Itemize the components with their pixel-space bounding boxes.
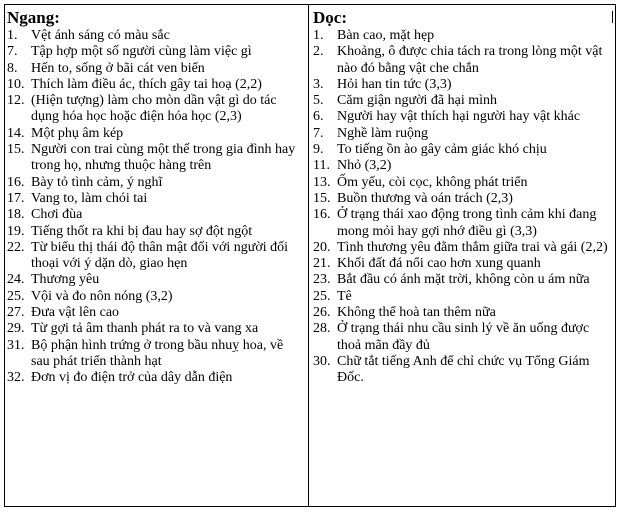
doc-clue	[313, 142, 613, 158]
clue-text: Nhỏ (3,2)	[337, 158, 392, 174]
clue-number: 15.	[313, 190, 331, 206]
clue-text: Đơn vị đo điện trở của dây dẫn điện	[31, 370, 233, 386]
clue-number: 12.	[7, 93, 25, 109]
clue-number: 19.	[7, 223, 25, 239]
clue-number: 22.	[7, 239, 25, 255]
clue-number: 16.	[7, 174, 25, 190]
clue-number: 9.	[313, 142, 324, 158]
clue-text: Khoảng, ô được chia tách ra trong lòng một vật nào đó bằng vật che chắn	[337, 44, 603, 76]
clue-text: Tập hợp một số người cùng làm việc gì	[31, 44, 252, 60]
clue-number: 16.	[313, 207, 331, 223]
clue-number: 29.	[7, 321, 25, 337]
clue-text: Tiếng thốt ra khi bị đau hay sợ đột ngột	[31, 223, 253, 239]
ngang-clue	[7, 207, 305, 223]
doc-clue	[313, 354, 613, 387]
clue-number: 32.	[7, 370, 25, 386]
clue-text: Bày tỏ tình cảm, ý nghĩ	[31, 174, 163, 190]
clue-number: 25.	[7, 288, 25, 304]
doc-clue	[313, 191, 613, 207]
clue-text: Từ biểu thị thái độ thân mật đối với người đối thoại với ý dặn dò, giao hẹn	[31, 239, 289, 272]
doc-clue	[313, 175, 613, 191]
clue-number: 25.	[313, 288, 331, 304]
clue-number: 10.	[7, 76, 25, 92]
clue-text: Khối đất đá nổi cao hơn xung quanh	[337, 256, 541, 272]
ngang-clue	[7, 77, 305, 93]
doc-clue	[313, 240, 613, 256]
clue-number: 30.	[313, 353, 331, 369]
clue-text: Một phụ âm kép	[31, 125, 124, 141]
clue-number: 3.	[313, 76, 324, 92]
ngang-clue	[7, 126, 305, 142]
clue-text: Người hay vật thích hại người hay vật khác	[337, 109, 581, 125]
doc-clue	[313, 158, 613, 174]
clue-number: 15.	[7, 142, 25, 158]
clue-text: Tình thương yêu đằm thắm giữa trai và gái (2,2)	[337, 239, 608, 255]
clue-text: Ở trạng thái xao động trong tình cảm khi đang mong mỏi hay gợi nhớ điều gì (3,3)	[337, 207, 597, 239]
clue-number: 1.	[313, 28, 324, 43]
clue-number: 5.	[313, 93, 324, 109]
clue-number: 18.	[7, 207, 25, 223]
clue-number: 26.	[313, 305, 331, 321]
clue-text: Hến to, sống ở bãi cát ven biển	[31, 60, 205, 76]
clue-text: Bàn cao, mặt hẹp	[337, 28, 435, 43]
clue-text: Hỏi han tin tức (3,3)	[337, 76, 452, 92]
clue-text: Đưa vật lên cao	[31, 305, 120, 321]
clue-number: 28.	[313, 321, 331, 337]
clue-text: Bắt đầu có ánh mặt trời, không còn u ám nữa	[337, 272, 590, 288]
clue-number: 6.	[313, 109, 324, 125]
doc-clue	[313, 305, 613, 321]
clue-number: 21.	[313, 256, 331, 272]
doc-heading: Dọc:	[313, 8, 347, 27]
clue-text: Ở trạng thái nhu cầu sinh lý về ăn uống được thoả mãn đầy đủ	[337, 321, 590, 353]
clue-text: Nghề làm ruộng	[337, 125, 428, 141]
doc-clue	[313, 44, 613, 77]
clue-number: 20.	[313, 239, 331, 255]
clue-number: 2.	[313, 44, 324, 60]
clue-text: Từ gợi tả âm thanh phát ra to và vang xa	[31, 321, 259, 337]
margin-mark	[612, 11, 613, 23]
column-divider	[308, 5, 309, 506]
clue-number: 11.	[313, 158, 330, 174]
clue-text: Vang to, làm chói tai	[31, 190, 148, 206]
clue-text: Người con trai cùng một thế trong gia đình hay trong họ, nhưng thuộc hàng trên	[31, 142, 296, 174]
doc-clue	[313, 256, 613, 272]
clue-number: 24.	[7, 272, 25, 288]
doc-clue	[313, 126, 613, 142]
clue-text: Căm giận người đã hại mình	[337, 93, 498, 109]
ngang-clue	[7, 305, 305, 321]
doc-clue	[313, 321, 613, 354]
clue-table	[4, 4, 616, 507]
ngang-clue	[7, 142, 305, 175]
clue-text: Vội và đo nôn nóng (3,2)	[31, 288, 173, 304]
clue-number: 17.	[7, 190, 25, 206]
clue-text: Chữ tắt tiếng Anh để chỉ chức vụ Tổng Giám Đốc.	[337, 353, 590, 386]
ngang-clue	[7, 272, 305, 288]
doc-clue	[313, 207, 613, 240]
clue-number: 23.	[313, 272, 331, 288]
ngang-heading: Ngang:	[7, 8, 60, 27]
clue-text: Ốm yếu, còi cọc, không phát triển	[337, 174, 528, 190]
ngang-clue	[7, 224, 305, 240]
clue-number: 13.	[313, 174, 331, 190]
doc-clue	[313, 28, 613, 44]
clue-number: 31.	[7, 337, 25, 353]
ngang-column	[7, 8, 305, 387]
doc-column	[313, 8, 613, 387]
clue-text: Vệt ánh sáng có màu sắc	[31, 28, 170, 43]
ngang-clue	[7, 338, 305, 371]
doc-clue	[313, 109, 613, 125]
clue-text: Bộ phận hình trứng ở trong bầu nhuỵ hoa, về sau phát triển thành hạt	[31, 337, 284, 369]
ngang-clue	[7, 175, 305, 191]
clue-text: Thương yêu	[31, 272, 100, 288]
ngang-clue	[7, 240, 305, 273]
clue-number: 8.	[7, 60, 18, 76]
doc-clue	[313, 93, 613, 109]
ngang-clue	[7, 93, 305, 126]
clue-text: Tê	[337, 288, 352, 304]
clue-text: Chơi đùa	[31, 207, 83, 223]
clue-text: Thích làm điều ác, thích gây tai hoạ (2,2)	[31, 76, 262, 92]
ngang-clue	[7, 321, 305, 337]
ngang-clue	[7, 28, 305, 44]
clue-number: 7.	[7, 44, 18, 60]
clue-text: Không thể hoà tan thêm nữa	[337, 305, 496, 321]
clue-text: (Hiện tượng) làm cho mòn dần vật gì do tác dụng hóa học hoặc điện hóa học (2,3)	[31, 93, 277, 125]
clue-number: 7.	[313, 125, 324, 141]
doc-clue	[313, 272, 613, 288]
ngang-clue	[7, 370, 305, 386]
ngang-clue	[7, 191, 305, 207]
doc-clue-list	[313, 28, 613, 387]
clue-number: 27.	[7, 305, 25, 321]
ngang-clue	[7, 44, 305, 60]
clue-text: To tiếng ồn ào gây cảm giác khó chịu	[337, 142, 547, 158]
clue-number: 14.	[7, 125, 25, 141]
ngang-clue	[7, 61, 305, 77]
doc-clue	[313, 289, 613, 305]
ngang-clue-list	[7, 28, 305, 387]
clue-number: 1.	[7, 28, 18, 43]
ngang-clue	[7, 289, 305, 305]
clue-text: Buồn thương và oán trách (2,3)	[337, 190, 513, 206]
doc-clue	[313, 77, 613, 93]
